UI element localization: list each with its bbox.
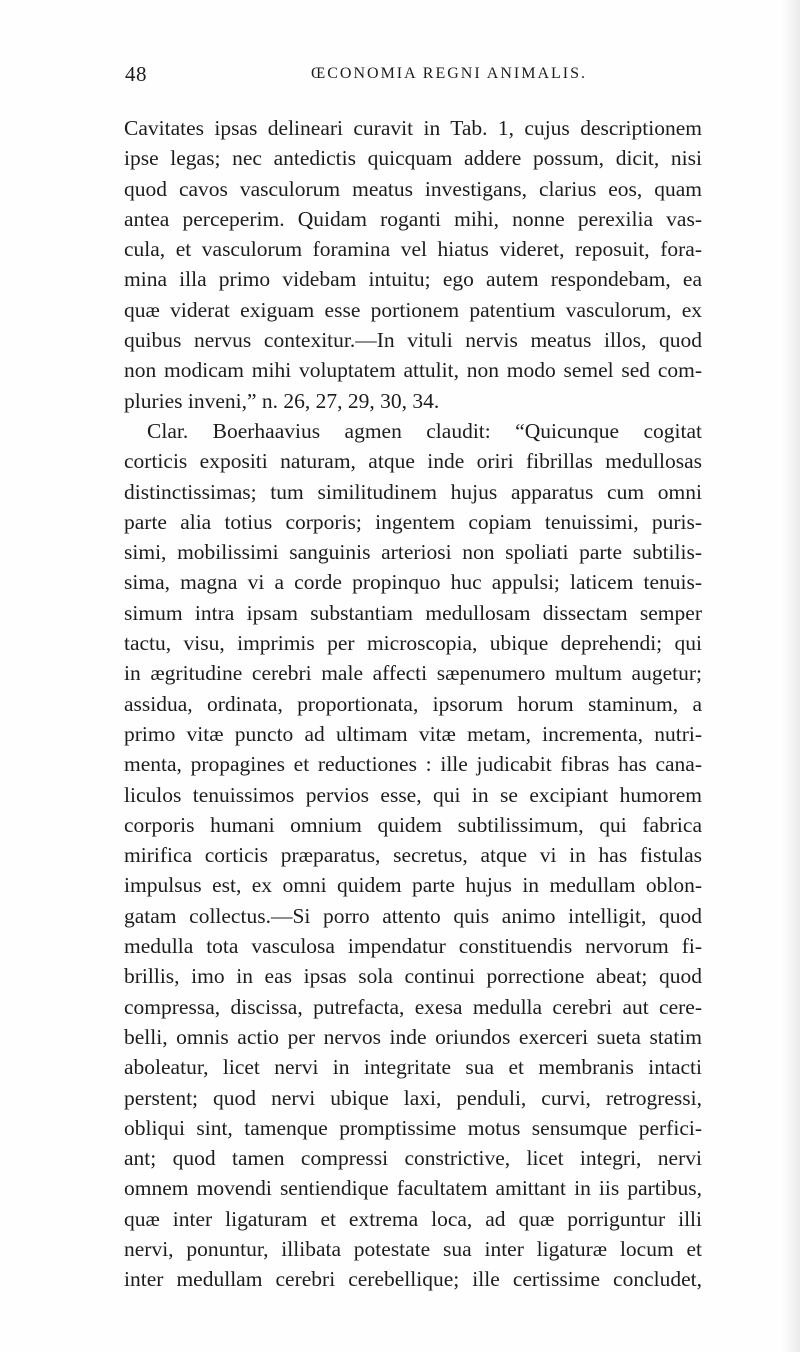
text-line: Clar. Boerhaavius agmen claudit: “Quicunque cogitat — [147, 418, 702, 443]
text-line: distinctissimas; tum similitudinem hujus apparatus cum omni — [124, 479, 702, 504]
text-line: quæ inter ligaturam et extrema loca, ad quæ porriguntur illi — [124, 1206, 702, 1231]
text-line: obliqui sint, tamenque promptissime motus sensumque perfici- — [124, 1115, 702, 1140]
text-line: belli, omnis actio per nervos inde oriundos exerceri sueta statim — [124, 1024, 702, 1049]
text-line: antea perceperim. Quidam roganti mihi, nonne perexilia vas- — [124, 206, 702, 231]
text-line: mirifica corticis præparatus, secretus, atque vi in has fistulas — [124, 843, 702, 868]
text-line: mina illa primo videbam intuitu; ego autem respondebam, ea — [124, 267, 702, 292]
text-line: simi, mobilissimi sanguinis arteriosi non spoliati parte subtilis- — [124, 540, 702, 565]
text-line: sima, magna vi a corde propinquo huc appulsi; laticem tenuis- — [124, 570, 702, 595]
text-line: menta, propagines et reductiones : ille judicabit fibras has cana- — [124, 752, 702, 777]
text-line: perstent; quod nervi ubique laxi, penduli, curvi, retrogressi, — [124, 1085, 702, 1110]
text-line: quibus nervus contexitur.—In vituli nervis meatus illos, quod — [124, 328, 702, 353]
text-line: cula, et vasculorum foramina vel hiatus videret, reposuit, fora- — [124, 237, 702, 262]
text-line: nervi, ponuntur, illibata potestate sua inter ligaturæ locum et — [124, 1236, 702, 1261]
text-line: quod cavos vasculorum meatus investigans, clarius eos, quam — [124, 176, 702, 201]
text-line: pluries inveni,” n. 26, 27, 29, 30, 34. — [124, 388, 440, 413]
page-number: 48 — [125, 62, 147, 86]
running-title: ŒCONOMIA REGNI ANIMALIS. — [311, 65, 588, 82]
text-line: simum intra ipsam substantiam medullosam dissectam semper — [124, 600, 702, 625]
body-text — [124, 113, 702, 1295]
text-line: ipse legas; nec antedictis quicquam addere possum, dicit, nisi — [124, 146, 702, 171]
text-line: parte alia totius corporis; ingentem copiam tenuissimi, puris- — [124, 509, 702, 534]
text-line: impulsus est, ex omni quidem parte hujus in medullam oblon- — [124, 873, 702, 898]
text-line: gatam collectus.—Si porro attento quis animo intelligit, quod — [124, 903, 702, 928]
text-line: inter medullam cerebri cerebellique; ille certissime concludet, — [124, 1267, 702, 1292]
text-line: aboleatur, licet nervi in integritate sua et membranis intacti — [124, 1055, 702, 1080]
running-head — [125, 62, 695, 88]
text-line: liculos tenuissimos pervios esse, qui in se excipiant humorem — [124, 782, 702, 807]
text-line: compressa, discissa, putrefacta, exesa medulla cerebri aut cere- — [124, 994, 702, 1019]
text-line: in ægritudine cerebri male affecti sæpenumero multum augetur; — [124, 661, 702, 686]
text-line: ant; quod tamen compressi constrictive, licet integri, nervi — [124, 1146, 702, 1171]
text-line: non modicam mihi voluptatem attulit, non modo semel sed com- — [124, 358, 702, 383]
text-line: quæ viderat exiguam esse portionem patentium vasculorum, ex — [124, 297, 702, 322]
text-line: omnem movendi sentiendique facultatem amittant in iis partibus, — [124, 1176, 702, 1201]
text-line: assidua, ordinata, proportionata, ipsorum horum staminum, a — [124, 691, 702, 716]
text-line: brillis, imo in eas ipsas sola continui porrectione abeat; quod — [124, 964, 702, 989]
text-line: primo vitæ puncto ad ultimam vitæ metam, incrementa, nutri- — [124, 721, 702, 746]
text-line: corporis humani omnium quidem subtilissimum, qui fabrica — [124, 812, 702, 837]
page-edge-shadow — [782, 0, 800, 1352]
text-line: medulla tota vasculosa impendatur constituendis nervorum fi- — [124, 934, 702, 959]
text-line: tactu, visu, imprimis per microscopia, ubique deprehendi; qui — [124, 631, 702, 656]
text-line: Cavitates ipsas delineari curavit in Tab. 1, cujus descriptionem — [124, 116, 702, 140]
text-line: corticis expositi naturam, atque inde oriri fibrillas medullosas — [124, 449, 702, 474]
